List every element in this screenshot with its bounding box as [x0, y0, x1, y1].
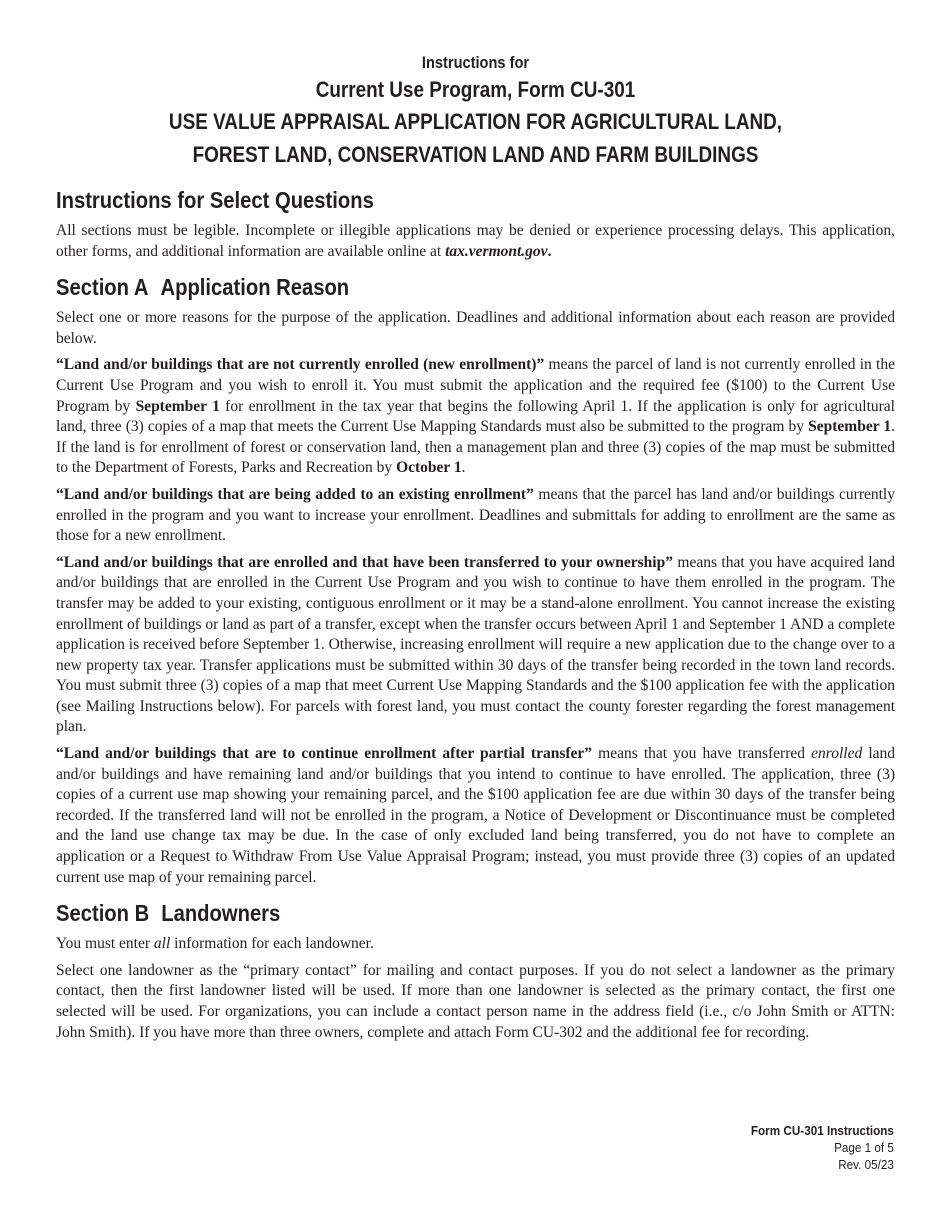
- intro-paragraph: All sections must be legible. Incomplete or illegible applications may be denied or experience processing delays. This application, other forms, and additional information are available online at tax.vermont.gov.: [56, 222, 895, 260]
- document-page: [56, 52, 895, 1043]
- new-enrollment-paragraph: “Land and/or buildings that are not currently enrolled (new enrollment)” means the parcel of land is not currently enrolled in the Current Use Program and you wish to enroll it. You must submit the application and the required fee ($100) to the Current Use Program by September 1 for enrollment in the tax year that begins the following April 1. If the application is only for agricultural land, three (3) copies of a map that meets the Current Use Mapping Standards must also be submitted to the program by September 1. If the land is for enrollment of forest or conservation land, then a management plan and three (3) copies of the map must be submitted to the Department of Forests, Parks and Recreation by October 1.: [56, 356, 895, 477]
- partial-transfer-paragraph: “Land and/or buildings that are to continue enrollment after partial transfer” means that you have transferred enrolled land and/or buildings and have remaining land and/or buildings that you intend to continue to have enrolled. The application, three (3) copies of a current use map showing your remaining parcel, and the $100 application fee are due within 30 days of the transfer being recorded. If the transferred land will not be enrolled in the program, a Notice of Development or Discontinuance must be completed and the land use change tax may be due. In the case of only excluded land being transferred, you do not have to complete an application or a Request to Withdraw From Use Value Appraisal Program; instead, you must provide three (3) copies of an updated current use map of your remaining parcel.: [56, 745, 896, 886]
- footer-page-number: Page 1 of 5: [834, 1140, 894, 1155]
- intro-heading: Instructions for Select Questions: [56, 187, 374, 213]
- section-b-title: Landowners: [161, 900, 281, 927]
- header-application-title-line2: FOREST LAND, CONSERVATION LAND AND FARM BUILDINGS: [192, 142, 759, 167]
- header-application-title-line1: USE VALUE APPRAISAL APPLICATION FOR AGRICULTURAL LAND,: [168, 109, 783, 134]
- section-b-heading: [56, 899, 778, 927]
- footer-revision: Rev. 05/23: [838, 1157, 894, 1172]
- section-a-intro: Select one or more reasons for the purpose of the application. Deadlines and additional information about each reason are provided below.: [56, 309, 895, 347]
- section-b-intro: You must enter all information for each landowner.: [56, 935, 374, 953]
- transferred-enrollment-paragraph: “Land and/or buildings that are enrolled and that have been transferred to your ownership” means that you have acquired land and/or buildings that are enrolled in the Current Use Program and you wish to continue to have them enrolled in the program. The transfer may be added to your existing, contiguous enrollment or it may be a stand-alone enrollment. You cannot increase the existing enrollment of buildings or land as part of a transfer, except when the transfer occurs between April 1 and September 1 AND a complete application is received before September 1. Otherwise, increasing enrollment will require a new application due to the change over to a new property tax year. Transfer applications must be submitted within 30 days of the transfer being recorded in the town land records. You must submit three (3) copies of a map that meet Current Use Mapping Standards and the $100 application fee with the application (see Mailing Instructions below). For parcels with forest land, you must contact the county forester regarding the forest management plan.: [56, 553, 895, 736]
- section-b-letter: Section B: [56, 900, 150, 927]
- primary-contact-paragraph: Select one landowner as the “primary contact” for mailing and contact purposes. If you do not select a landowner as the primary contact, then the first landowner listed will be used. If more than one landowner is selected as the primary contact, the first one selected will be used. For organizations, you can include a contact person name in the address field (i.e., c/o John Smith or ATTN: John Smith). If you have more than three owners, complete and attach Form CU-302 and the additional fee for recording.: [56, 961, 895, 1041]
- footer-form-name: Form CU-301 Instructions: [750, 1123, 894, 1138]
- website-link: tax.vermont.gov: [445, 242, 548, 260]
- section-a-title: Application Reason: [160, 274, 350, 301]
- added-enrollment-paragraph: “Land and/or buildings that are being added to an existing enrollment” means that the parcel has land and/or buildings currently enrolled in the program and you want to increase your enrollment. Deadlines and submittals for adding to enrollment are the same as those for a new enrollment.: [56, 485, 895, 545]
- section-a-heading: [56, 273, 778, 301]
- header-instructions-for: Instructions for: [421, 53, 530, 72]
- page-footer: [751, 1122, 894, 1173]
- section-a-letter: Section A: [56, 274, 149, 301]
- header-form-title: Current Use Program, Form CU-301: [315, 77, 636, 102]
